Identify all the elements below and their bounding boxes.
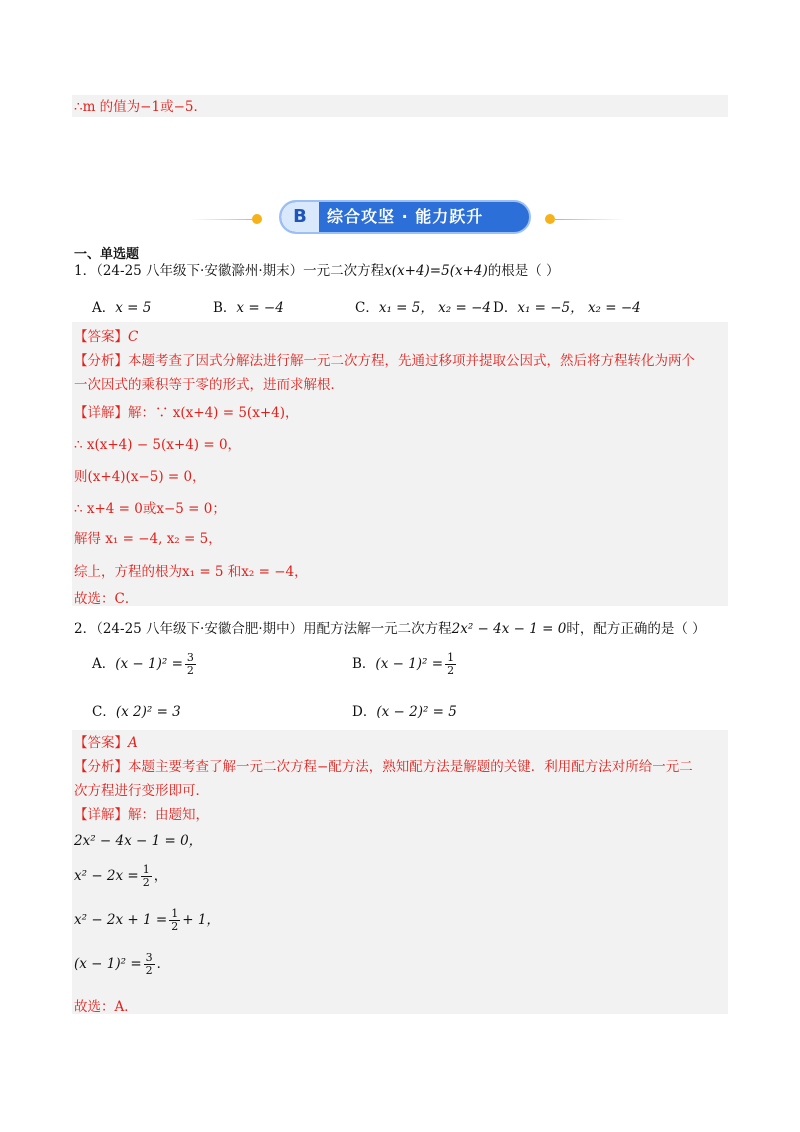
q2-stem-prefix: 2．（24-25 八年级下·安徽合肥·期中）用配方法解一元二次方程	[74, 621, 452, 637]
q2-stem	[74, 620, 706, 638]
q2-option-d[interactable]: D．(x − 2)² = 5	[352, 704, 457, 720]
q1-detail-line2: ∴ x(x+4) − 5(x+4) = 0，	[74, 437, 242, 453]
fraction: $\frac{1}{2}$	[447, 651, 455, 677]
q1-detail-line3: 则(x+4)(x−5) = 0，	[74, 469, 206, 485]
banner-left-dot	[252, 214, 262, 224]
banner-left-line	[190, 219, 260, 220]
q1-stem	[74, 262, 560, 280]
q2-detail-intro: 【详解】解：由题知，	[74, 807, 209, 823]
section-title: 一、单选题	[74, 247, 140, 262]
q1-detail-line1: 【详解】解：∵ x(x+4) = 5(x+4)，	[74, 405, 299, 421]
fraction: $\frac{3}{2}$	[186, 651, 194, 677]
q1-stem-prefix: 1．（24-25 八年级下·安徽滁州·期末）一元二次方程	[74, 263, 385, 279]
q2-step-1: 2x² − 4x − 1 = 0，	[74, 833, 203, 849]
fraction: $\frac{3}{2}$	[145, 951, 153, 977]
q1-option-a[interactable]: A．x = 5	[92, 300, 152, 316]
banner-right-dot	[545, 214, 555, 224]
q1-detail-line6: 综上，方程的根为x₁ = 5 和x₂ = −4，	[74, 564, 308, 580]
fraction: $\frac{1}{2}$	[171, 907, 179, 933]
q2-option-b[interactable]: B．(x − 1)² = $\frac{1}{2}$	[352, 651, 455, 677]
banner-letter: B	[281, 202, 319, 232]
q2-step-4: (x − 1)² = $\frac{3}{2}$ ．	[74, 951, 171, 977]
q1-answer: 【答案】C	[74, 329, 139, 345]
q1-analysis-line2: 一次因式的乘积等于零的形式，进而求解根．	[74, 377, 344, 393]
top-conclusion: ∴m 的值为−1或−5．	[74, 99, 207, 115]
q2-analysis-line1: 【分析】本题主要考查了解一元二次方程−配方法，熟知配方法是解题的关键．利用配方法对所给一元二	[74, 759, 693, 775]
q2-conclusion: 故选：A．	[74, 999, 138, 1015]
q1-option-b[interactable]: B．x = −4	[213, 300, 284, 316]
section-banner	[0, 198, 800, 238]
q2-analysis-line2: 次方程进行变形即可．	[74, 783, 209, 799]
banner-right-line	[555, 219, 625, 220]
q1-option-c[interactable]: C．x₁ = 5， x₂ = −4	[355, 300, 491, 316]
q2-stem-suffix: 时，配方正确的是（ ）	[566, 621, 706, 637]
fraction: $\frac{1}{2}$	[142, 863, 150, 889]
banner-pill	[279, 200, 531, 234]
q1-detail-line7: 故选：C．	[74, 591, 139, 607]
q2-stem-equation: 2x² − 4x − 1 = 0	[451, 621, 567, 637]
q2-step-2: x² − 2x = $\frac{1}{2}$ ，	[74, 863, 168, 889]
q1-analysis-line1: 【分析】本题考查了因式分解法进行解一元二次方程，先通过移项并提取公因式，然后将方程转化为两个	[74, 353, 695, 369]
q2-step-3: x² − 2x + 1 = $\frac{1}{2}$ + 1，	[74, 907, 220, 933]
q1-detail-line4: ∴ x+4 = 0或x−5 = 0；	[74, 501, 226, 517]
q2-option-a[interactable]: A．(x − 1)² = $\frac{3}{2}$	[92, 651, 194, 677]
q1-option-d[interactable]: D．x₁ = −5， x₂ = −4	[493, 300, 641, 316]
q1-stem-equation: x(x+4)=5(x+4)	[384, 263, 488, 279]
q1-detail-line5: 解得 x₁ = −4, x₂ = 5，	[74, 531, 222, 547]
q2-option-c[interactable]: C．(x 2)² = 3	[92, 704, 181, 720]
q2-answer: 【答案】A	[74, 735, 138, 751]
banner-title: 综合攻坚 · 能力跃升	[327, 207, 484, 226]
q1-stem-suffix: 的根是（ ）	[487, 263, 560, 279]
